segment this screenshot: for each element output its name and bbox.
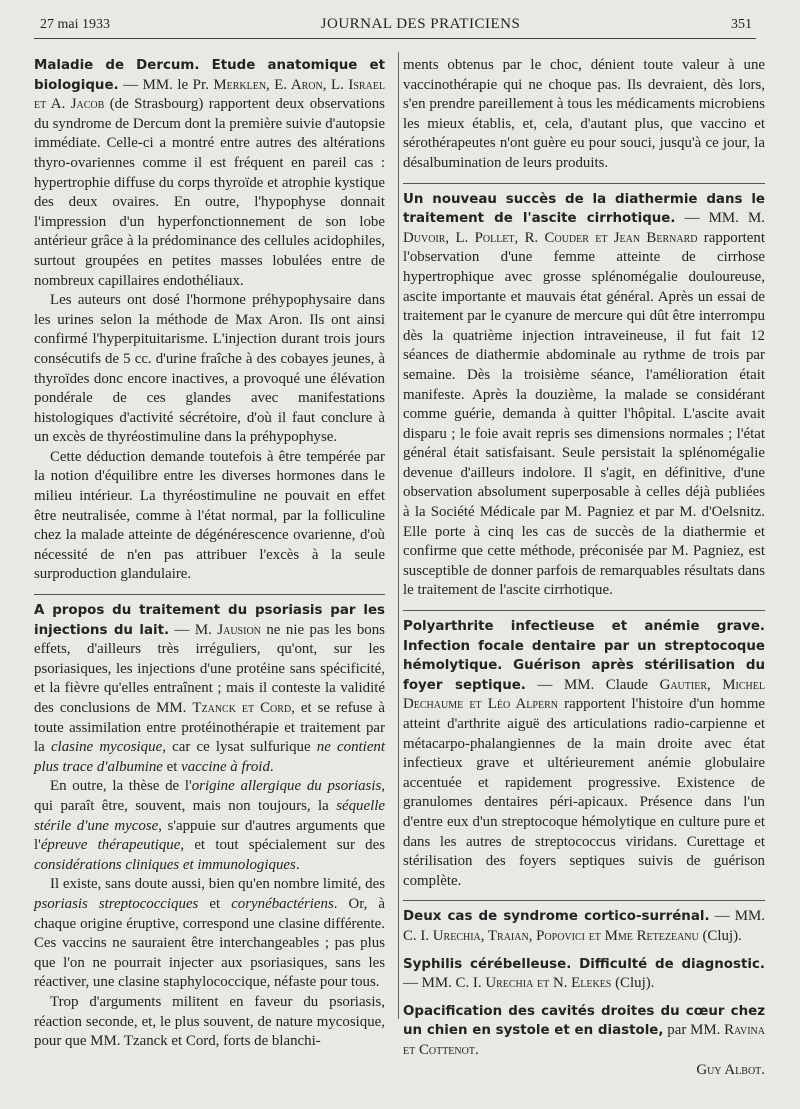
psoriasis-italic-3: vaccine à froid	[181, 758, 270, 775]
psoriasis-text-1d: et	[162, 758, 182, 775]
column-divider	[398, 52, 399, 1019]
polyarthrite-prefix: — MM. Claude	[525, 676, 660, 693]
dercum-authors: Merklen, E. Aron, L. Israel et A. Jacob	[34, 76, 385, 113]
psoriasis-text-2c: , s'appuie sur d'autres arguments que l'	[34, 817, 385, 854]
opacification-prefix: par MM.	[663, 1022, 725, 1039]
diathermie-title: Un nouveau succès de la diathermie dans le traitement de l'ascite cirrhotique.	[403, 191, 765, 227]
psoriasis-text-3b: et	[198, 895, 232, 912]
dercum-body-1: (de Strasbourg) rapportent deux observations du syndrome de Dercum dont la première suivie d'autopsie immédiate. Celle-ci a montré entre autres des altérations thyro-ovariennes comme il est fréquent en pareil cas : hypertrophie diffuse du corps thyroïde et atrophie kystique des deux ovaires. En outre, l'hypophyse donnait l'impression d'un hyperfonctionnement de son lobe antérieur grâce à la prédominance des cellules acidophiles, surtout groupées en petites masses lobulées entre de nombreux capillaires endothéliaux.	[34, 96, 385, 289]
dercum-paragraph-1	[34, 56, 385, 291]
section-rule	[403, 183, 765, 184]
section-rule	[403, 610, 765, 611]
polyarthrite-title: Polyarthrite infectieuse et anémie grave. Infection focale dentaire par un streptocoque hémolytique. Guérison après stérilisation du foyer septique.	[403, 619, 765, 693]
psoriasis-text-2d: , et tout spécialement sur des	[180, 837, 385, 854]
opacification-paragraph	[403, 1002, 765, 1061]
polyarthrite-body: rapportent l'histoire d'un homme atteint d'arthrite aiguë des articulations radio-carpienne et métacarpo-phalangiennes de la main droite avec état infectieux grave et ultérieurement anémie globulaire accentuée et rapidement progressive. Existence de granulomes dentaires péri-apicaux. Présence dans l'un d'entre eux d'un streptocoque hémolytique en culture pure et dans les autres de streptococcus viridans. Curettage et stérilisation des foyers septiques suivis de guérison complète.	[403, 696, 766, 889]
signature: Guy Albot.	[696, 1061, 765, 1078]
dercum-authors-prefix: — MM. le Pr.	[118, 76, 214, 93]
syphilis-suffix: (Cluj).	[611, 975, 655, 992]
psoriasis-paragraph-4: Trop d'arguments militent en faveur du psoriasis, réaction seconde, et, le plus souvent, de nature mycosique, pour que MM. Tzanck et Cord, forts de blanchi-	[34, 993, 385, 1050]
opacification-title: Opacification des cavités droites du cœur chez un chien en systole et en diastole,	[403, 1003, 765, 1039]
psoriasis-text-2b: , qui paraît être, souvent, mais non toujours, la	[34, 778, 385, 814]
header-date: 27 mai 1933	[40, 17, 110, 32]
psoriasis-paragraph-2	[34, 777, 385, 875]
psoriasis-italic-2: ne contient plus trace d'albumine	[34, 739, 386, 775]
psoriasis-italic-4: origine allergique du psoriasis	[191, 778, 382, 795]
journal-title: JOURNAL DES PRATICIENS	[320, 16, 521, 32]
syphilis-paragraph	[403, 955, 765, 994]
psoriasis-italic-5: séquelle stérile d'une mycose	[34, 797, 385, 834]
spacer	[403, 947, 765, 955]
psoriasis-text-1e: .	[269, 758, 274, 775]
diathermie-paragraph	[403, 190, 765, 601]
psoriasis-title: A propos du traitement du psoriasis par les injections du lait.	[34, 603, 385, 638]
psoriasis-text-3a: Il existe, sans doute aussi, bien qu'en nombre limité, des	[50, 876, 385, 893]
psoriasis-text-1a: ne nie pas les bons effets, d'ailleurs très irréguliers, qu'ont, sur les psoriasiques, les injections d'une protéine sans spécificité, et la fièvre qu'elles entraînent ; mais il conteste la validité des conclusions de MM.	[34, 621, 385, 716]
syphilis-title: Syphilis cérébelleuse. Difficulté de diagnostic.	[403, 956, 765, 972]
psoriasis-paragraph-1	[34, 601, 385, 777]
page-number: 351	[730, 17, 752, 32]
diathermie-authors: Duvoir, L. Pollet, R. Couder et Jean Bernard	[403, 229, 698, 246]
cortico-authors: Urechia, Traian, Popovici et Mme Retezeanu	[432, 927, 699, 944]
psoriasis-italic-1: clasine mycosique	[50, 739, 163, 756]
psoriasis-text-2e: .	[295, 856, 300, 873]
left-column	[34, 56, 385, 1052]
psoriasis-paragraph-3	[34, 875, 385, 993]
opacification-suffix: .	[474, 1041, 479, 1058]
psoriasis-prefix: — M.	[169, 621, 218, 638]
psoriasis-text-2a: En outre, la thèse de l'	[50, 778, 192, 795]
polyarthrite-paragraph	[403, 617, 765, 891]
psoriasis-author: Jausion	[217, 621, 261, 638]
cortico-paragraph	[403, 907, 765, 946]
continuation-paragraph: ments obtenus par le choc, dénient toute valeur à une vaccinothérapie qui ne choque pas. Ils devraient, dès lors, s'en prendre pareillement à tous les médicaments microbiens les mieux établis, et, cela, d'autant plus, que vaccino et sérothérapeutes n'ont guère eu pour souci, jusqu'à ce jour, la désalbumination de leurs produits.	[403, 57, 765, 171]
diathermie-prefix: — MM. M.	[675, 210, 765, 227]
syphilis-authors: Urechia et N. Elekes	[485, 975, 612, 992]
section-rule	[403, 900, 765, 901]
polyarthrite-authors: Gautier, Michel Dechaume et Léo Alpern	[403, 676, 765, 713]
dercum-paragraph-2: Les auteurs ont dosé l'hormone préhypophysaire dans les urines selon la méthode de Max Aron. Ils ont ainsi confirmé l'hyperpituitarisme. L'injection durant trois jours consécutifs de 5 cc. d'urine fraîche à des cobayes jeunes, à thyroïdes donc encore inactives, a provoqué une élévation pondérale de ces glandes avec manifestations histologiques d'activité sécrétoire, d'où il faut conclure à un excès de thyréostimuline dans la préhypophyse.	[34, 292, 385, 446]
opacification-authors: Ravina et Cottenot	[403, 1022, 765, 1058]
cortico-title: Deux cas de syndrome cortico-surrénal.	[403, 909, 710, 925]
dercum-title: Maladie de Dercum. Etude anatomique et biologique.	[34, 58, 385, 93]
psoriasis-authors-2: Tzanck et Cord	[192, 700, 292, 716]
header-rule	[34, 38, 756, 39]
cortico-prefix: — MM. C. I.	[403, 908, 766, 944]
page-header	[40, 16, 752, 36]
psoriasis-italic-8: psoriasis streptococciques	[34, 895, 199, 912]
diathermie-body: rapportent l'observation d'une femme atteinte de cirrhose hypertrophique avec grosse splénomégalie douloureuse, ascite importante et mauvais état général. Après un essai de traitement par le cyanure de mercure qui dût être interrompu dès la quatrième injection intraveineuse, il fut fait 12 séances de diathermie abdominale au rythme de trois par semaine. Dès la troisième séance, l'amélioration était manifeste. Après la douzième, la malade se considérant comme guérie, demanda à quitter l'hôpital. L'ascite avait disparu ; le foie avait repris ses dimensions normales ; l'état général était satisfaisant. Seule persistait la splénomégalie devenue d'ailleurs indolore. Il s'agit, en définitive, d'une observation absolument superposable à celles déjà publiées à la Société Médicale par M. Pagniez et par M. d'Oelsnitz. Elle porte à cinq les cas de succès de la diathermie et confirme que cette méthode, préconisée par M. Pagniez, est susceptible de donner parfois de remarquables résultats dans le traitement de l'ascite cirrhotique.	[403, 229, 765, 599]
spacer	[403, 994, 765, 1002]
psoriasis-italic-7: considérations cliniques et immunologiques	[34, 856, 296, 873]
cortico-suffix: (Cluj).	[698, 927, 742, 944]
dercum-paragraph-3: Cette déduction demande toutefois à être tempérée par la notion d'équilibre entre les diverses hormones dans le milieu intérieur. La thyréostimuline ne pouvait en effet être neutralisée, comme à l'état normal, par la folliculine chez la malade atteinte de dégénérescence ovarienne, d'où nécessité de n'en pas attribuer l'excès à la seule surproduction glandulaire.	[34, 448, 385, 583]
psoriasis-italic-9: corynébactériens	[231, 895, 334, 912]
psoriasis-text-1c: , car ce lysat sulfurique	[162, 739, 317, 756]
psoriasis-italic-6: épreuve thérapeutique	[40, 837, 181, 854]
right-column	[403, 56, 765, 1080]
syphilis-prefix: — MM. C. I.	[403, 975, 486, 992]
psoriasis-text-1b: , et se refuse à toute assimilation entre protéinothérapie et traitement par la	[34, 700, 386, 756]
psoriasis-text-3c: . Or, à chaque origine éruptive, correspond une clasine différente. Ces vaccins ne sauraient être interchangeables ; pas plus que l'on ne pourrait injecter aux psoriasiques, sans les réactiver, une clasine staphylococcique, néfaste pour tous.	[34, 895, 386, 991]
section-rule	[34, 594, 385, 595]
